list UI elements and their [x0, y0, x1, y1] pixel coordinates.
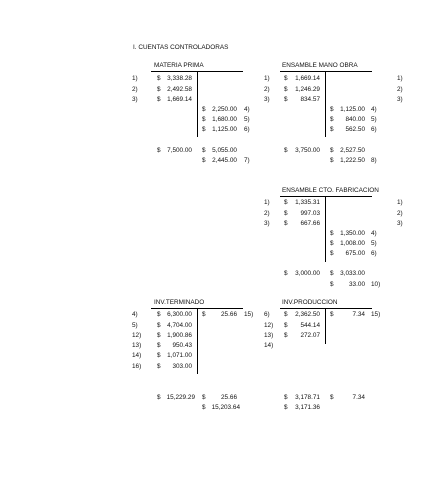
debit-amount: 1,669.14 [295, 75, 320, 82]
currency-symbol: $ [157, 86, 161, 93]
entry-ref: 12) [264, 322, 274, 329]
page-title: I. CUENTAS CONTROLADORAS [133, 44, 229, 51]
currency-symbol: $ [202, 394, 206, 401]
entry-ref: 10) [371, 281, 381, 288]
entry-ref: 3) [397, 96, 403, 103]
currency-symbol: $ [157, 342, 161, 349]
currency-symbol: $ [284, 96, 288, 103]
account-name: INV.TERMINADO [154, 299, 205, 306]
entry-ref: 14) [264, 342, 274, 349]
currency-symbol: $ [284, 86, 288, 93]
credit-amount: 1,125.00 [212, 126, 237, 133]
entry-ref: 15) [371, 311, 381, 318]
entry-ref: 4) [371, 230, 377, 237]
currency-symbol: $ [284, 75, 288, 82]
t-account-top-line [280, 196, 372, 197]
currency-symbol: $ [284, 311, 288, 318]
currency-symbol: $ [157, 363, 161, 370]
currency-symbol: $ [284, 199, 288, 206]
currency-symbol: $ [284, 394, 288, 401]
entry-ref: 6) [264, 311, 270, 318]
entry-ref: 2) [264, 86, 270, 93]
currency-symbol: $ [157, 96, 161, 103]
currency-symbol: $ [284, 322, 288, 329]
currency-symbol: $ [330, 157, 334, 164]
debit-amount: 1,900.86 [167, 332, 192, 339]
entry-ref: 1) [397, 199, 403, 206]
credit-amount: 1,350.00 [340, 230, 365, 237]
currency-symbol: $ [202, 157, 206, 164]
debit-amount: 3,338.28 [167, 75, 192, 82]
credit-amount: 1,008.00 [340, 240, 365, 247]
debit-total: 3,000.00 [295, 270, 320, 277]
entry-ref: 14) [132, 352, 142, 359]
debit-amount: 834.57 [300, 96, 320, 103]
debit-amount: 1,335.31 [295, 199, 320, 206]
currency-symbol: $ [330, 126, 334, 133]
entry-ref: 3) [264, 96, 270, 103]
credit-amount: 840.00 [345, 116, 365, 123]
currency-symbol: $ [284, 270, 288, 277]
balance: 3,171.36 [295, 404, 320, 411]
entry-ref: 13) [264, 332, 274, 339]
balance: 2,445.00 [212, 157, 237, 164]
currency-symbol: $ [330, 106, 334, 113]
debit-amount: 4,704.00 [167, 322, 192, 329]
entry-ref: 13) [132, 342, 142, 349]
credit-total: 2,527.50 [340, 147, 365, 154]
currency-symbol: $ [202, 126, 206, 133]
debit-total: 7,500.00 [167, 147, 192, 154]
t-account-divider [197, 308, 198, 374]
entry-ref: 2) [397, 86, 403, 93]
entry-ref: 3) [264, 220, 270, 227]
currency-symbol: $ [157, 311, 161, 318]
debit-amount: 950.43 [172, 342, 192, 349]
entry-ref: 6) [371, 250, 377, 257]
debit-amount: 997.03 [300, 210, 320, 217]
entry-ref: 6) [244, 126, 250, 133]
debit-amount: 6,300.00 [167, 311, 192, 318]
balance: 15,203.64 [211, 404, 240, 411]
debit-amount: 544.14 [300, 322, 320, 329]
currency-symbol: $ [330, 270, 334, 277]
account-name: ENSAMBLE CTO. FABRICACION [282, 187, 379, 194]
credit-total: 7.34 [352, 394, 365, 401]
debit-total: 3,178.71 [295, 394, 320, 401]
entry-ref: 5) [371, 116, 377, 123]
entry-ref: 1) [264, 199, 270, 206]
currency-symbol: $ [330, 281, 334, 288]
debit-amount: 1,669.14 [167, 96, 192, 103]
t-account-divider [325, 196, 326, 262]
entry-ref: 4) [371, 106, 377, 113]
account-name: MATERIA PRIMA [154, 62, 204, 69]
entry-ref: 4) [132, 311, 138, 318]
entry-ref: 6) [371, 126, 377, 133]
entry-ref: 1) [397, 75, 403, 82]
debit-amount: 2,492.58 [167, 86, 192, 93]
entry-ref: 15) [244, 311, 254, 318]
credit-amount: 7.34 [352, 311, 365, 318]
entry-ref: 2) [132, 86, 138, 93]
credit-amount: 1,125.00 [340, 106, 365, 113]
debit-total: 3,750.00 [295, 147, 320, 154]
currency-symbol: $ [157, 322, 161, 329]
entry-ref: 2) [397, 210, 403, 217]
entry-ref: 1) [264, 75, 270, 82]
entry-ref: 7) [244, 157, 250, 164]
balance: 33.00 [349, 281, 365, 288]
currency-symbol: $ [330, 240, 334, 247]
entry-ref: 16) [132, 363, 142, 370]
entry-ref: 3) [397, 220, 403, 227]
t-account-divider [325, 71, 326, 137]
currency-symbol: $ [157, 352, 161, 359]
currency-symbol: $ [330, 230, 334, 237]
entry-ref: 12) [132, 332, 142, 339]
currency-symbol: $ [284, 210, 288, 217]
credit-total: 25.66 [221, 394, 237, 401]
credit-amount: 562.50 [345, 126, 365, 133]
t-account-top-line [280, 71, 372, 72]
entry-ref: 1) [132, 75, 138, 82]
currency-symbol: $ [202, 116, 206, 123]
entry-ref: 5) [132, 322, 138, 329]
debit-amount: 1,071.00 [167, 352, 192, 359]
currency-symbol: $ [202, 311, 206, 318]
currency-symbol: $ [284, 332, 288, 339]
currency-symbol: $ [202, 106, 206, 113]
entry-ref: 5) [371, 240, 377, 247]
balance: 1,222.50 [340, 157, 365, 164]
entry-ref: 8) [371, 157, 377, 164]
debit-total: 15,229.29 [166, 394, 195, 401]
currency-symbol: $ [330, 116, 334, 123]
debit-amount: 667.66 [300, 220, 320, 227]
t-account-top-line [280, 308, 372, 309]
currency-symbol: $ [284, 220, 288, 227]
credit-total: 3,033.00 [340, 270, 365, 277]
currency-symbol: $ [330, 311, 334, 318]
credit-amount: 1,680.00 [212, 116, 237, 123]
currency-symbol: $ [330, 147, 334, 154]
debit-amount: 272.07 [300, 332, 320, 339]
currency-symbol: $ [284, 147, 288, 154]
credit-amount: 2,250.00 [212, 106, 237, 113]
credit-total: 5,055.00 [212, 147, 237, 154]
debit-amount: 1,246.29 [295, 86, 320, 93]
t-account-divider [197, 71, 198, 137]
credit-amount: 25.66 [221, 311, 237, 318]
currency-symbol: $ [330, 250, 334, 257]
currency-symbol: $ [157, 394, 161, 401]
currency-symbol: $ [202, 404, 206, 411]
credit-amount: 675.00 [345, 250, 365, 257]
currency-symbol: $ [157, 332, 161, 339]
debit-amount: 2,362.50 [295, 311, 320, 318]
entry-ref: 2) [264, 210, 270, 217]
currency-symbol: $ [157, 75, 161, 82]
entry-ref: 5) [244, 116, 250, 123]
currency-symbol: $ [284, 404, 288, 411]
currency-symbol: $ [202, 147, 206, 154]
entry-ref: 4) [244, 106, 250, 113]
account-name: INV.PRODUCCION [282, 299, 338, 306]
entry-ref: 3) [132, 96, 138, 103]
debit-amount: 303.00 [172, 363, 192, 370]
currency-symbol: $ [330, 394, 334, 401]
t-account-divider [325, 308, 326, 344]
currency-symbol: $ [157, 147, 161, 154]
account-name: ENSAMBLE MANO OBRA [282, 62, 358, 69]
